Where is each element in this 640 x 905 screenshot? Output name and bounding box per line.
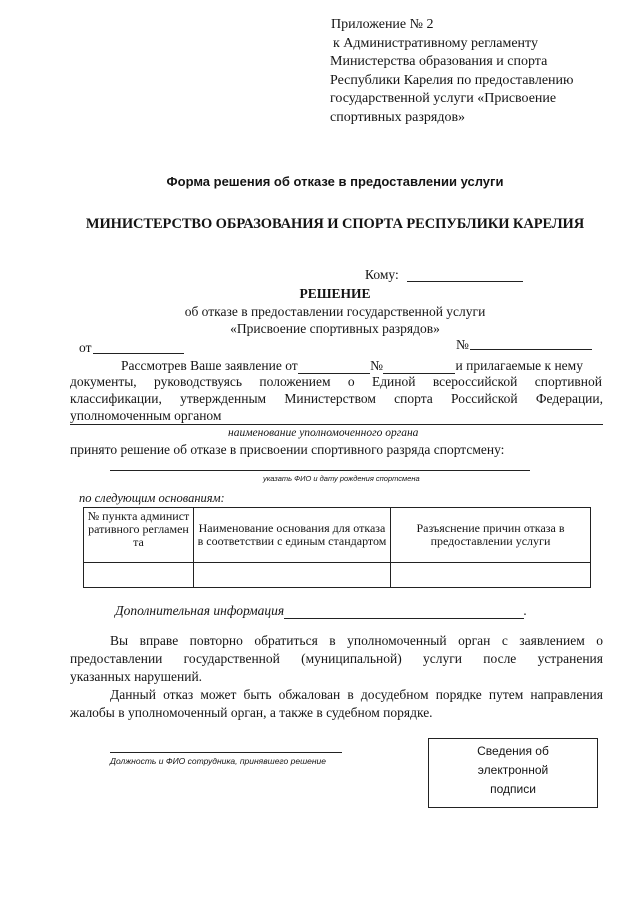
repeat-paragraph-line: Вы вправе повторно обратиться в уполномоченный орган с заявлением о: [110, 633, 603, 648]
table-row: [84, 563, 591, 588]
appeal-paragraph-line: Данный отказ может быть обжалован в досудебном порядке путем направления: [110, 687, 603, 702]
decision-subtitle: об отказе в предоставлении государственной услуги: [184, 304, 486, 319]
application-text: Рассмотрев Ваше заявление от: [121, 358, 298, 373]
application-line: [121, 358, 583, 374]
additional-info-label: Дополнительная информация: [115, 603, 285, 618]
number-blank: [470, 349, 592, 350]
authority-caption: наименование уполномоченного органа: [228, 427, 419, 439]
electronic-signature-box: [428, 738, 598, 808]
athlete-underline: [110, 470, 530, 471]
signature-line: [110, 752, 342, 753]
appendix-line: к Административному регламенту: [333, 35, 538, 51]
appendix-line: государственной услуги «Присвоение: [330, 91, 557, 106]
repeat-paragraph-line: указанных нарушений.: [70, 669, 203, 684]
ministry-heading: МИНИСТЕРСТВО ОБРАЗОВАНИЯ И СПОРТА РЕСПУБЛИКИ КАРЕЛИЯ: [85, 216, 585, 232]
additional-info-line: [115, 603, 527, 619]
body-line: уполномоченным органом: [70, 408, 222, 423]
esign-line: подписи: [490, 782, 536, 796]
appendix-header: [330, 16, 574, 127]
body-line: документы, руководствуясь положением о Единой всероссийской спортивной: [70, 374, 602, 389]
appendix-line: спортивных разрядов»: [330, 109, 466, 125]
application-date-blank: [298, 361, 370, 374]
grounds-table: [83, 507, 591, 588]
table-header-row: [84, 508, 591, 563]
table-cell: [194, 563, 391, 588]
athlete-caption: указать ФИО и дату рождения спортсмена: [263, 474, 420, 483]
to-label: Кому:: [365, 267, 399, 282]
appendix-line: Приложение № 2: [331, 17, 434, 32]
application-number-blank: [383, 361, 455, 374]
header-cell-reason: Наименование основания для отказа в соответствии с единым стандартом: [194, 508, 391, 563]
appendix-line: Республики Карелия по предоставлению: [330, 72, 574, 88]
esign-line: электронной: [477, 763, 549, 777]
body-line: классификации, утвержденным Министерством спорта Российской Федерации,: [70, 391, 603, 406]
decision-statement: принято решение об отказе в присвоении спортивного разряда спортсмену:: [70, 442, 505, 457]
header-cell-paragraph: [84, 508, 194, 563]
decision-service-name: «Присвоение спортивных разрядов»: [230, 321, 440, 336]
appendix-line: Министерства образования и спорта: [330, 54, 548, 69]
grounds-label: по следующим основаниям:: [79, 491, 225, 505]
to-blank: [407, 281, 523, 282]
appeal-paragraph-line: жалобы в уполномоченный орган, а также в судебном порядке.: [70, 705, 433, 720]
header-cell-explanation: Разъяснение причин отказа в предоставлении услуги: [391, 508, 591, 563]
application-text-end: и прилагаемые к нему: [455, 358, 583, 373]
additional-info-end: .: [523, 603, 527, 618]
table-cell: [391, 563, 591, 588]
form-title: Форма решения об отказе в предоставлении услуги: [166, 174, 504, 189]
application-number-label: №: [370, 358, 384, 373]
decision-title: РЕШЕНИЕ: [299, 286, 371, 301]
additional-info-blank: [284, 606, 523, 619]
esign-line: Сведения об: [477, 744, 549, 758]
date-blank: [93, 353, 184, 354]
from-label: от: [79, 340, 92, 355]
header-paragraph-text: № пункта административного регламента: [87, 509, 190, 549]
repeat-paragraph-line: предоставлении государственной (муниципальной) услуги после устранения: [70, 651, 603, 666]
authority-underline: [70, 424, 603, 425]
signature-caption: Должность и ФИО сотрудника, принявшего решение: [110, 756, 326, 766]
number-label: №: [456, 337, 469, 352]
table-cell: [84, 563, 194, 588]
